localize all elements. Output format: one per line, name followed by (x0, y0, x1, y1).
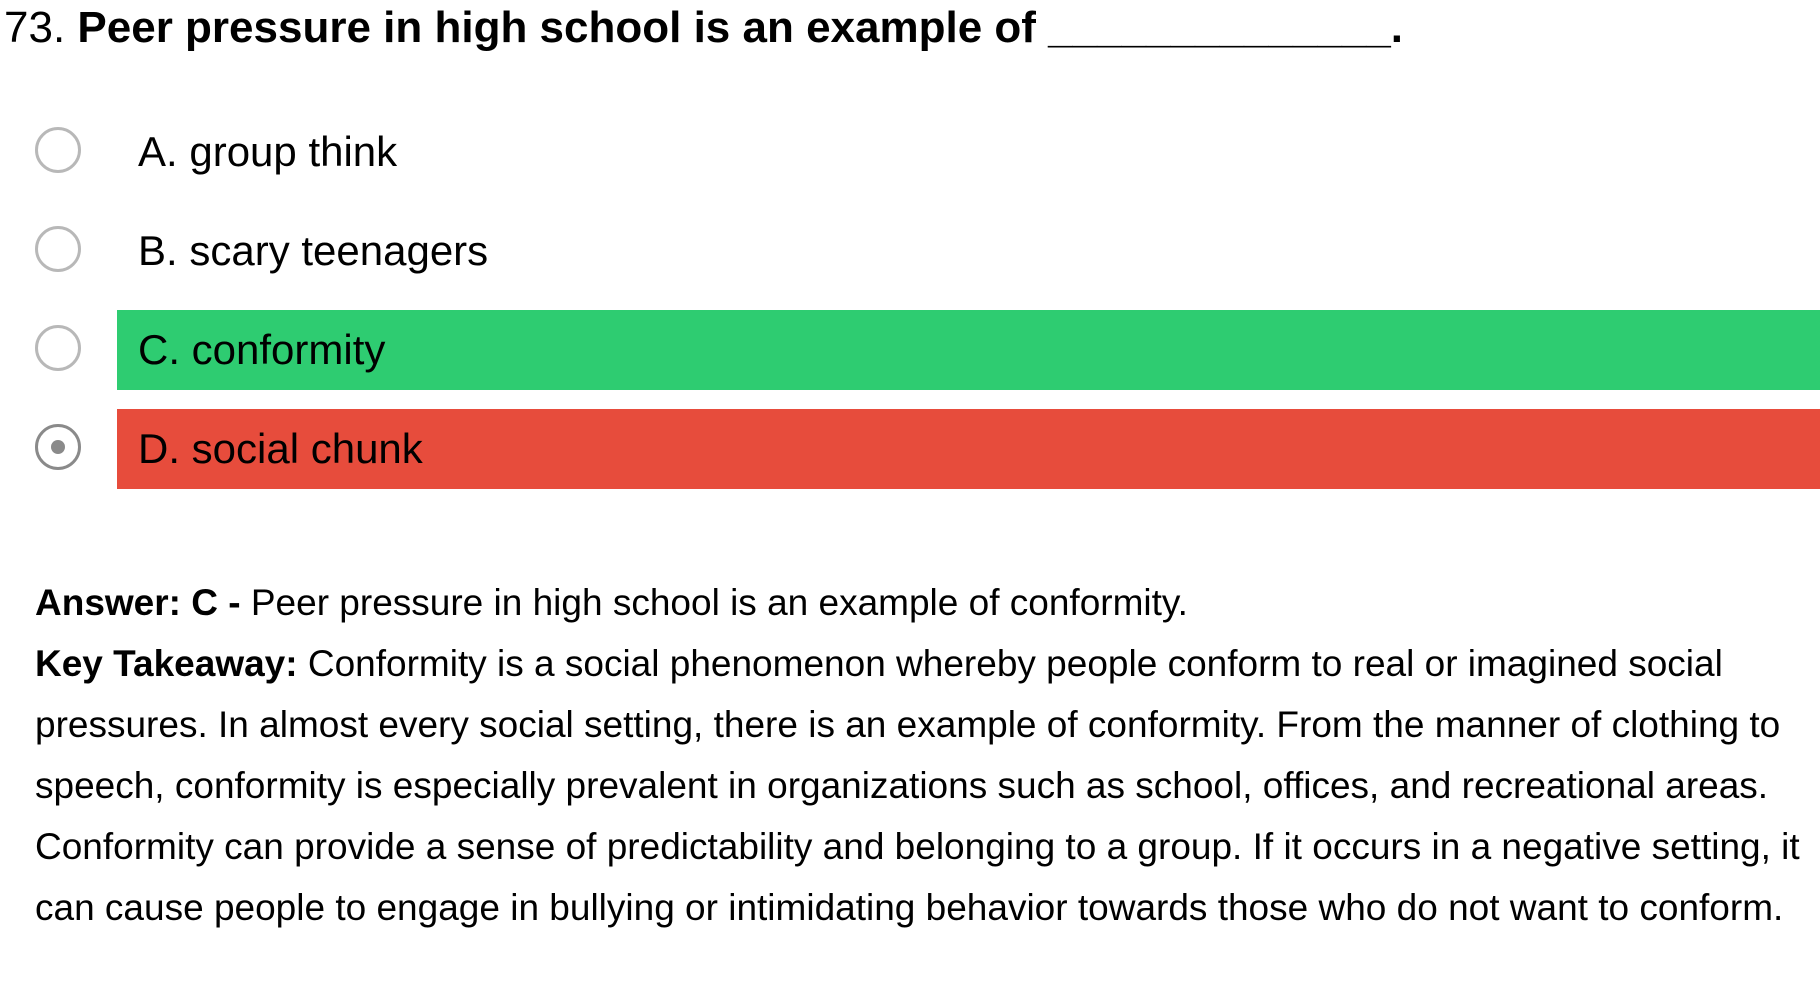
radio-button-b[interactable] (35, 226, 81, 272)
takeaway-label: Key Takeaway: (35, 643, 298, 684)
radio-button-d[interactable] (35, 424, 81, 470)
radio-button-c[interactable] (35, 325, 81, 371)
answer-options (0, 112, 1820, 508)
answer-line (35, 572, 1815, 633)
option-c-label[interactable]: C. conformity (117, 310, 1820, 390)
option-c[interactable] (0, 310, 1820, 390)
radio-selected-dot (51, 440, 65, 454)
answer-label: Answer: C - (35, 582, 241, 623)
answer-explanation (35, 572, 1815, 938)
question-heading (4, 0, 1403, 56)
option-d-label[interactable]: D. social chunk (117, 409, 1820, 489)
question-stem: Peer pressure in high school is an example of ______________. (77, 3, 1403, 52)
takeaway-paragraph (35, 633, 1815, 938)
option-a[interactable] (0, 112, 1820, 192)
option-d[interactable] (0, 409, 1820, 489)
option-b-label[interactable]: B. scary teenagers (138, 227, 489, 274)
option-b[interactable] (0, 211, 1820, 291)
takeaway-text: Conformity is a social phenomenon whereby people conform to real or imagined social pressures. In almost every social setting, there is an example of conformity. From the manner of clothing to speech, conformity is especially prevalent in organizations such as school, offices, and recreational areas. Conformity can provide a sense of predictability and belonging to a group. If it occurs in a negative setting, it can cause people to engage in bullying or intimidating behavior towards those who do not want to conform. (35, 643, 1800, 928)
question-number: 73. (4, 3, 66, 52)
option-a-label[interactable]: A. group think (138, 128, 398, 175)
radio-button-a[interactable] (35, 127, 81, 173)
answer-text: Peer pressure in high school is an example of conformity. (250, 582, 1188, 623)
